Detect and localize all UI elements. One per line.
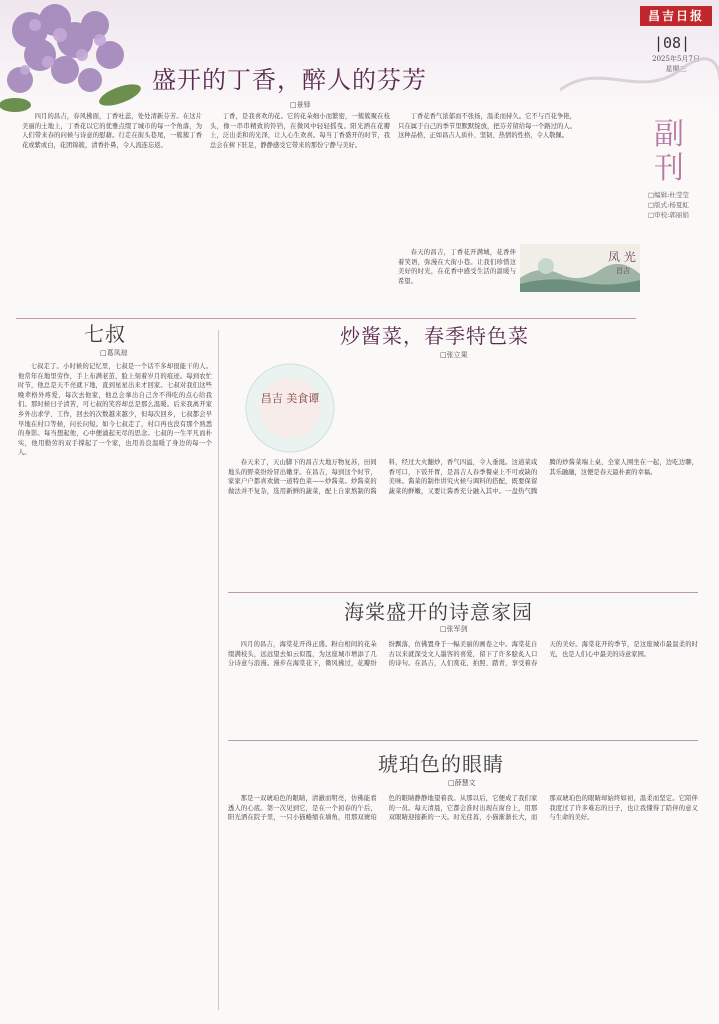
landscape-painting (520, 244, 640, 292)
article-column: 四月的昌吉，海棠花开得正盛。粉白相间的花朵缀满枝头，远远望去如云似霞，为这座城市增添了几分诗意与浪漫。漫步在海棠花下，微风拂过，花瓣纷纷飘落，仿佛置身于一幅美丽的画卷之中。海棠花自古以来就深受文人墨客的喜爱，留下了许多脍炙人口的诗句。在昌吉，人们赏花、拍照、踏青，享受着春天的美好。海棠花开的季节，是这座城市最温柔的时光，也是人们心中最美的诗意家园。 (228, 641, 698, 668)
editor-line: □编辑:杜莹莹 (648, 191, 689, 199)
masthead-logo: 昌吉日报 (640, 6, 712, 26)
byline: □张军剑 (440, 625, 468, 633)
page-number: |08| (653, 34, 691, 52)
article-column: 四月的昌吉，春风拂面，丁香吐蕊，处处清新芬芳。在这片美丽的土地上，丁香花以它的优雅点缀了城市的每一个角落，为人们带来春的问候与诗意的慰藉。行走在街头巷尾，一簇簇丁香花或紫或白，花团锦簇，清香扑鼻，令人流连忘返。 (22, 113, 202, 149)
editor-line: □版式:杨夏虹 (648, 201, 689, 209)
painting-sub: 昌吉 (616, 267, 630, 275)
article-column: 丁香花香气浓郁而不张扬，温柔而持久。它不与百花争艳，只在属于自己的季节里默默绽放，把芬芳留给每一个路过的人。这种品格，正如昌吉人质朴、坚韧、热情的性格，令人敬佩。 (398, 113, 576, 140)
article-title: 炒酱菜，春季特色菜 (340, 324, 529, 348)
article-column: 春天的昌吉，丁香花开满城，花香伴着笑语，弥漫在大街小巷。让我们珍惜这美好的时光，在花香中感受生活的温暖与希望。 (398, 249, 516, 285)
byline: □薛慧文 (448, 779, 476, 787)
date-text: 2025年5月7日 (652, 55, 700, 63)
divider (228, 592, 698, 593)
article-title: 海棠盛开的诗意家园 (344, 600, 533, 624)
divider (228, 740, 698, 741)
article-title: 琥珀色的眼睛 (378, 752, 504, 776)
article-column: 春天来了，天山脚下的昌吉大地万物复苏，田间地头的野菜纷纷冒出嫩芽。在昌吉，每到这个时节，家家户户都喜欢做一道特色菜——炒酱菜。炒酱菜的做法并不复杂，选用新鲜的蔬菜，配上自家熬制的酱料，经过大火翻炒，香气四溢，令人垂涎。这道菜咸香可口，下饭开胃，是昌吉人春季餐桌上不可或缺的美味。酱菜的制作讲究火候与调料的搭配，既要保留蔬菜的鲜嫩，又要让酱香充分融入其中。一盘热气腾腾的炒酱菜端上桌，全家人围坐在一起，边吃边聊，其乐融融，这便是春天最朴素的幸福。 (228, 459, 698, 495)
logo-text: 昌吉 美食谭 (260, 392, 320, 405)
decorative-swirl-icon (560, 50, 719, 110)
article-column: 那是一双琥珀色的眼睛，清澈而明亮，仿佛能看透人的心底。第一次见到它，是在一个初春的午后，阳光洒在院子里，一只小猫蜷缩在墙角，用那双琥珀色的眼睛静静地望着我。从那以后，它便成了我们家的一员。每天清晨，它都会准时出现在窗台上，用那双眼睛迎接新的一天。时光荏苒，小猫渐渐长大，而那双琥珀色的眼睛却始终如初，温柔而坚定。它陪伴我度过了许多难忘的日子，也让我懂得了陪伴的意义与生命的美好。 (228, 795, 698, 822)
byline: □张立果 (440, 351, 468, 359)
byline: □景铎 (290, 101, 311, 109)
lilac-flower-illustration (0, 0, 150, 118)
painting-text: 凤 光 (608, 250, 636, 264)
byline: □葛凤琼 (100, 349, 128, 357)
editor-list (648, 190, 710, 220)
weekday-text: 星期三 (665, 65, 687, 73)
editor-line: □审校:郭丽娟 (648, 211, 689, 219)
article-column: 七叔走了。小时候的记忆里，七叔是一个话不多却很能干的人。他常年在地里劳作，手上布满老茧，脸上刻着岁月的痕迹。每到农忙时节，他总是天不亮就下地，直到星星出来才回家。七叔对我们这些晚辈格外疼爱，每次去他家，他总会拿出自己舍不得吃的点心给我们。那时候日子清苦，可七叔的笑容却总是那么温暖。后来我离开家乡外出求学、工作，回去的次数越来越少，但每次回乡，七叔都会早早地在村口等候，问长问短。如今七叔走了，村口再也没有那个熟悉的身影。每当想起他，心中便涌起无尽的思念。七叔的一生平凡而朴实，他用勤劳的双手撑起了一个家，也用善良温暖了身边的每一个人。 (18, 363, 212, 457)
article-column: 丁香，是我喜欢的花。它的花朵细小而繁密，一簇簇聚在枝头，像一串串精致的铃铛，在微风中轻轻摇曳。阳光洒在花瓣上，泛出柔和的光泽，让人心生欢喜。每当丁香盛开的时节，我总会在树下驻足，静静感受它带来的那份宁静与美好。 (210, 113, 390, 149)
article-title: 盛开的丁香，醉人的芬芳 (152, 66, 427, 94)
article-column (230, 364, 380, 460)
column-rule (218, 330, 219, 1010)
section-title: 副刊 (654, 117, 684, 186)
article-title: 七叔 (84, 322, 126, 346)
